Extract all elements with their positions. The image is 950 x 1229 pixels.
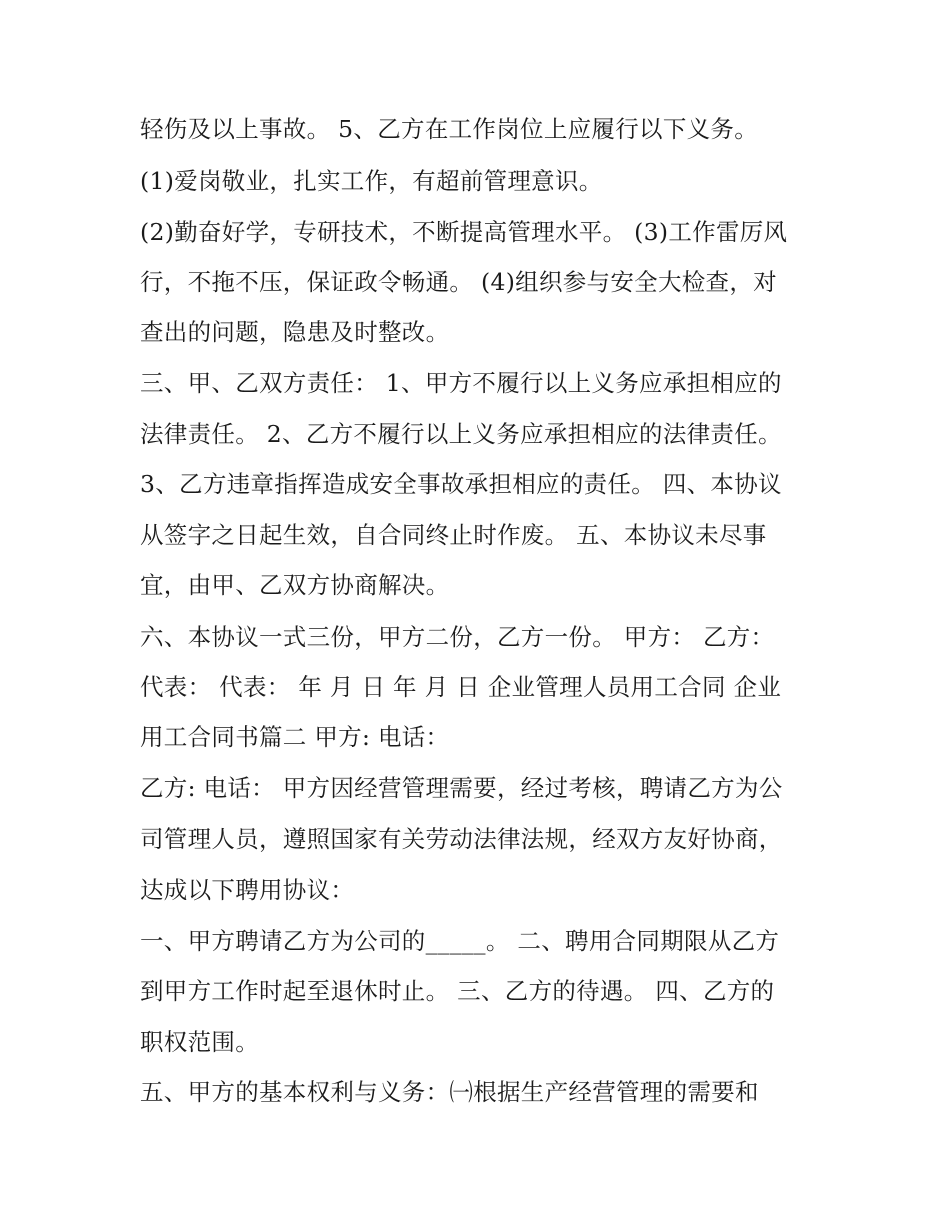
text-line: 法律责任。 2、乙方不履行以上义务应承担相应的法律责任。	[140, 420, 782, 448]
text-line: 五、甲方的基本权利与义务：㈠根据生产经营管理的需要和	[140, 1078, 759, 1106]
text-line: 一、甲方聘请乙方为公司的_____。 二、聘用合同期限从乙方	[140, 927, 780, 955]
text-line: 用工合同书篇二 甲方: 电话：	[140, 723, 450, 751]
text-line: 三、甲、乙双方责任： 1、甲方不履行以上义务应承担相应的	[140, 369, 782, 397]
text-line: 从签字之日起生效，自合同终止时作废。 五、本协议未尽事	[140, 521, 767, 549]
text-line: 到甲方工作时起至退休时止。 三、乙方的待遇。 四、乙方的	[140, 977, 775, 1005]
text-line: 职权范围。	[140, 1028, 259, 1056]
text-line: (2)勤奋好学，专研技术，不断提高管理水平。 (3)工作雷厉风	[140, 218, 788, 246]
text-line: (1)爱岗敬业，扎实工作，有超前管理意识。	[140, 167, 603, 195]
text-line: 查出的问题，隐患及时整改。	[140, 318, 450, 346]
text-line: 3、乙方违章指挥造成安全事故承担相应的责任。 四、本协议	[140, 470, 782, 498]
text-line: 司管理人员，遵照国家有关劳动法律法规，经双方友好协商，	[140, 825, 783, 853]
text-line: 轻伤及以上事故。 5、乙方在工作岗位上应履行以下义务。	[140, 115, 759, 143]
text-line: 宜，由甲、乙双方协商解决。	[140, 571, 450, 599]
text-line: 达成以下聘用协议：	[140, 876, 355, 904]
text-line: 六、本协议一式三份，甲方二份，乙方一份。 甲方： 乙方：	[140, 623, 775, 651]
text-line: 代表： 代表： 年 月 日 年 月 日 企业管理人员用工合同 企业	[140, 673, 782, 701]
text-line: 行，不拖不压，保证政令畅通。 (4)组织参与安全大检查，对	[140, 268, 777, 296]
text-line: 乙方: 电话： 甲方因经营管理需要，经过考核，聘请乙方为公	[140, 774, 783, 802]
